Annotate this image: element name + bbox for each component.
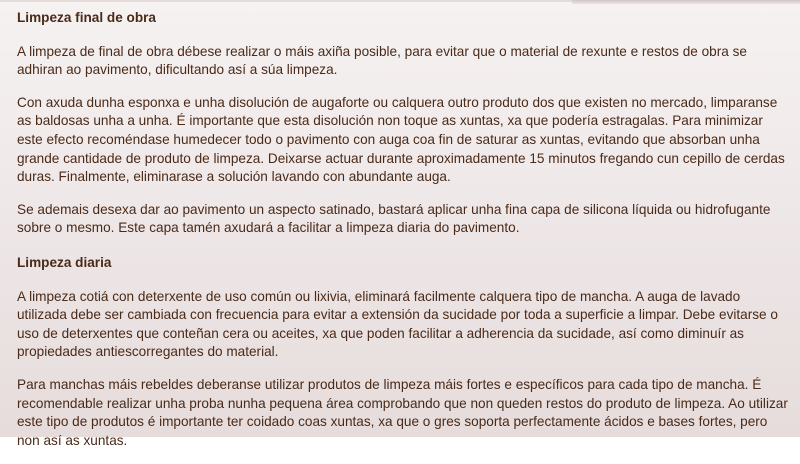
paragraph-final-cleaning-method: Con axuda dunha esponxa e unha disolución de augaforte ou calquera outro produto dos que existen no mercado, limparanse as baldosas unha a unha. É importante que esta disolución non toque as xuntas, xa que podería estragalas. Para minimizar este efecto recoméndase humedecer todo o pavimento con auga coa fin de saturar as xuntas, evitando que absorban unha grande cantidade de produto de limpeza. Deixarse actuar durante aproximadamente 15 minutos fregando cun cepillo de cerdas duras. Finalmente, eliminarase a solución lavando con abundante auga.	[17, 94, 785, 185]
panel-top-edge	[0, 0, 572, 2]
article-content	[17, 9, 788, 464]
paragraph-daily-cleaning-routine: A limpeza cotiá con deterxente de uso común ou lixivia, eliminará facilmente calquera tipo de mancha. A auga de lavado utilizada debe ser cambiada con frecuencia para evitar a extensión da sucidade por toda a superficie a limpar. Debe evitarse o uso de deterxentes que conteñan cera ou aceites, xa que poden facilitar a adherencia da sucidade, así como diminuír as propiedades antiescorregantes do material.	[17, 288, 778, 360]
paragraph-final-cleaning-intro: A limpeza de final de obra débese realizar o máis axiña posible, para evitar que o material de rexunte e restos de obra se adhiran ao pavimento, dificultando así a súa limpeza.	[17, 43, 747, 78]
section-title-final-cleaning: Limpeza final de obra	[17, 10, 156, 25]
paragraph-daily-cleaning-stains: Para manchas máis rebeldes deberanse utilizar produtos de limpeza máis fortes e específicos para cada tipo de mancha. É recomendable realizar unha proba nunha pequena área comprobando que non queden restos do produto de limpeza. Ao utilizar este tipo de produtos é importante ter coidado coas xuntas, xa que o gres soporta perfectamente ácidos e bases fortes, pero non así as xuntas.	[17, 376, 788, 448]
section-title-daily-cleaning: Limpeza diaria	[17, 254, 112, 270]
paragraph-final-cleaning-finish: Se ademais desexa dar ao pavimento un aspecto satinado, bastará aplicar unha fina capa de silicona líquida ou hidrofugante sobre o mesmo. Este capa tamén axudará a facilitar a limpeza diaria do pavimento.	[17, 201, 771, 236]
panel-top-tab	[572, 0, 800, 4]
